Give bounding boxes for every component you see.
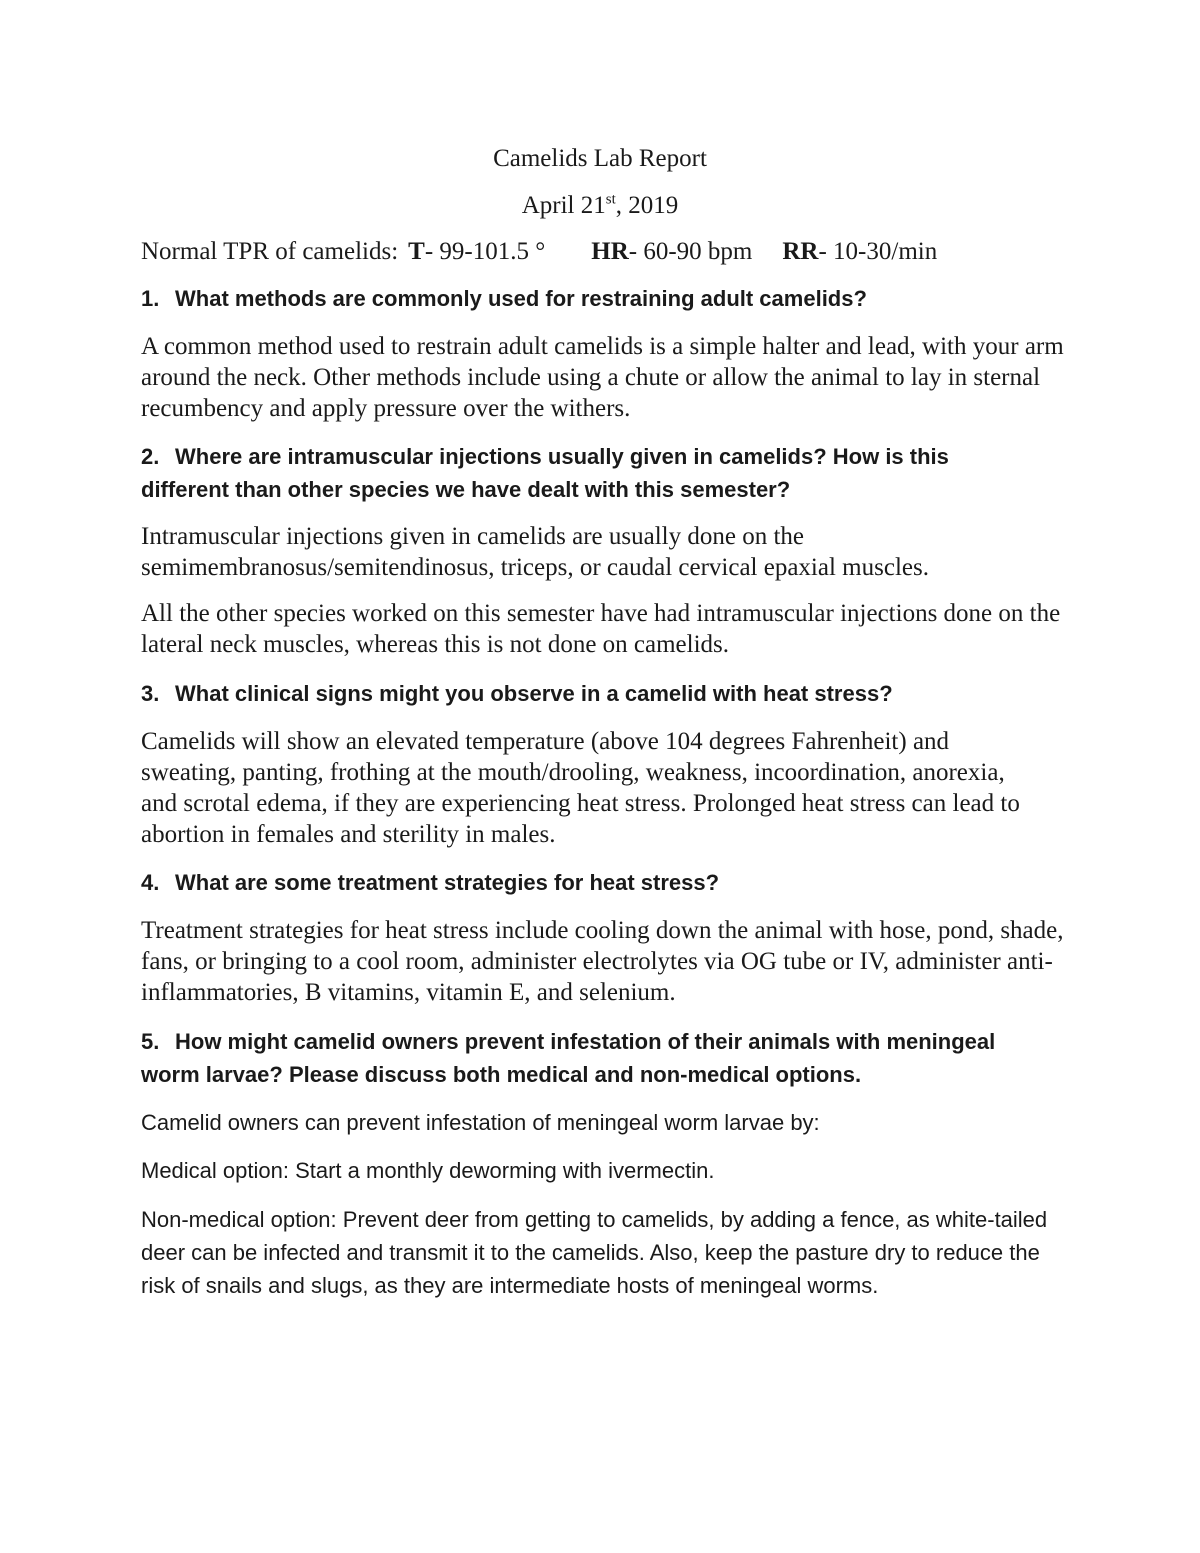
tpr-label: Normal TPR of camelids: — [141, 238, 399, 265]
report-title: Camelids Lab Report — [493, 145, 707, 172]
answer-5-medical: Medical option: Start a monthly deworming with ivermectin. — [141, 1158, 715, 1183]
tpr-t-key: T — [408, 238, 425, 265]
tpr-rr-key: RR — [782, 238, 819, 265]
answer-4: Treatment strategies for heat stress include cooling down the animal with hose, pond, shade, fans, or bringing to a cool room, administer electrolytes via OG tube or IV, administer anti-inflammatories, B vitamins, vitamin E, and selenium. — [141, 917, 1064, 1006]
tpr-hr-value: - 60-90 bpm — [628, 238, 753, 265]
answer-3: Camelids will show an elevated temperature (above 104 degrees Fahrenheit) and sweating, panting, frothing at the mouth/drooling, weakness, incoordination, anorexia, and scrotal edema, if they are experiencing heat stress. Prolonged heat stress can lead to abortion in females and sterility in males. — [141, 728, 1020, 848]
date-superscript: st — [605, 191, 616, 208]
answer-1: A common method used to restrain adult camelids is a simple halter and lead, with your arm around the neck. Other methods include using a chute or allow the animal to lay in sternal recumbency and apply pressure over the withers. — [141, 333, 1064, 422]
date-main: April 21 — [521, 192, 606, 219]
report-date — [0, 190, 1200, 221]
tpr-rr-value: - 10-30/min — [818, 238, 938, 265]
question-text: What are some treatment strategies for heat stress? — [175, 870, 720, 895]
question-number: 1. — [141, 286, 160, 311]
question-3 — [141, 677, 1071, 710]
tpr-hr-key: HR — [591, 238, 629, 265]
question-2 — [141, 440, 1041, 506]
date-year: , 2019 — [615, 192, 679, 219]
question-1 — [141, 282, 1071, 315]
question-number: 3. — [141, 681, 160, 706]
answer-5-non-medical: Non-medical option: Prevent deer from getting to camelids, by adding a fence, as white-tailed deer can be infected and transmit it to the camelids. Also, keep the pasture dry to reduce the risk of snails and slugs, as they are intermediate hosts of meningeal worms. — [141, 1207, 1048, 1298]
question-number: 4. — [141, 870, 160, 895]
question-4 — [141, 866, 1071, 899]
question-text: What methods are commonly used for restraining adult camelids? — [175, 286, 867, 311]
normal-tpr-line — [141, 236, 1071, 267]
answer-5-intro: Camelid owners can prevent infestation of meningeal worm larvae by: — [141, 1110, 820, 1135]
question-text: Where are intramuscular injections usually given in camelids? How is this different than other species we have dealt with this semester? — [141, 444, 949, 502]
question-text: What clinical signs might you observe in a camelid with heat stress? — [175, 681, 893, 706]
question-text: How might camelid owners prevent infestation of their animals with meningeal worm larvae? Please discuss both medical and non-medical options. — [141, 1029, 996, 1087]
question-number: 2. — [141, 444, 160, 469]
answer-2a: Intramuscular injections given in camelids are usually done on the semimembranosus/semitendinosus, triceps, or caudal cervical epaxial muscles. — [141, 523, 929, 581]
question-number: 5. — [141, 1029, 160, 1054]
tpr-t-value: - 99-101.5 ° — [424, 238, 546, 265]
question-5 — [141, 1025, 1056, 1091]
answer-2b: All the other species worked on this semester have had intramuscular injections done on the lateral neck muscles, whereas this is not done on camelids. — [141, 600, 1061, 658]
